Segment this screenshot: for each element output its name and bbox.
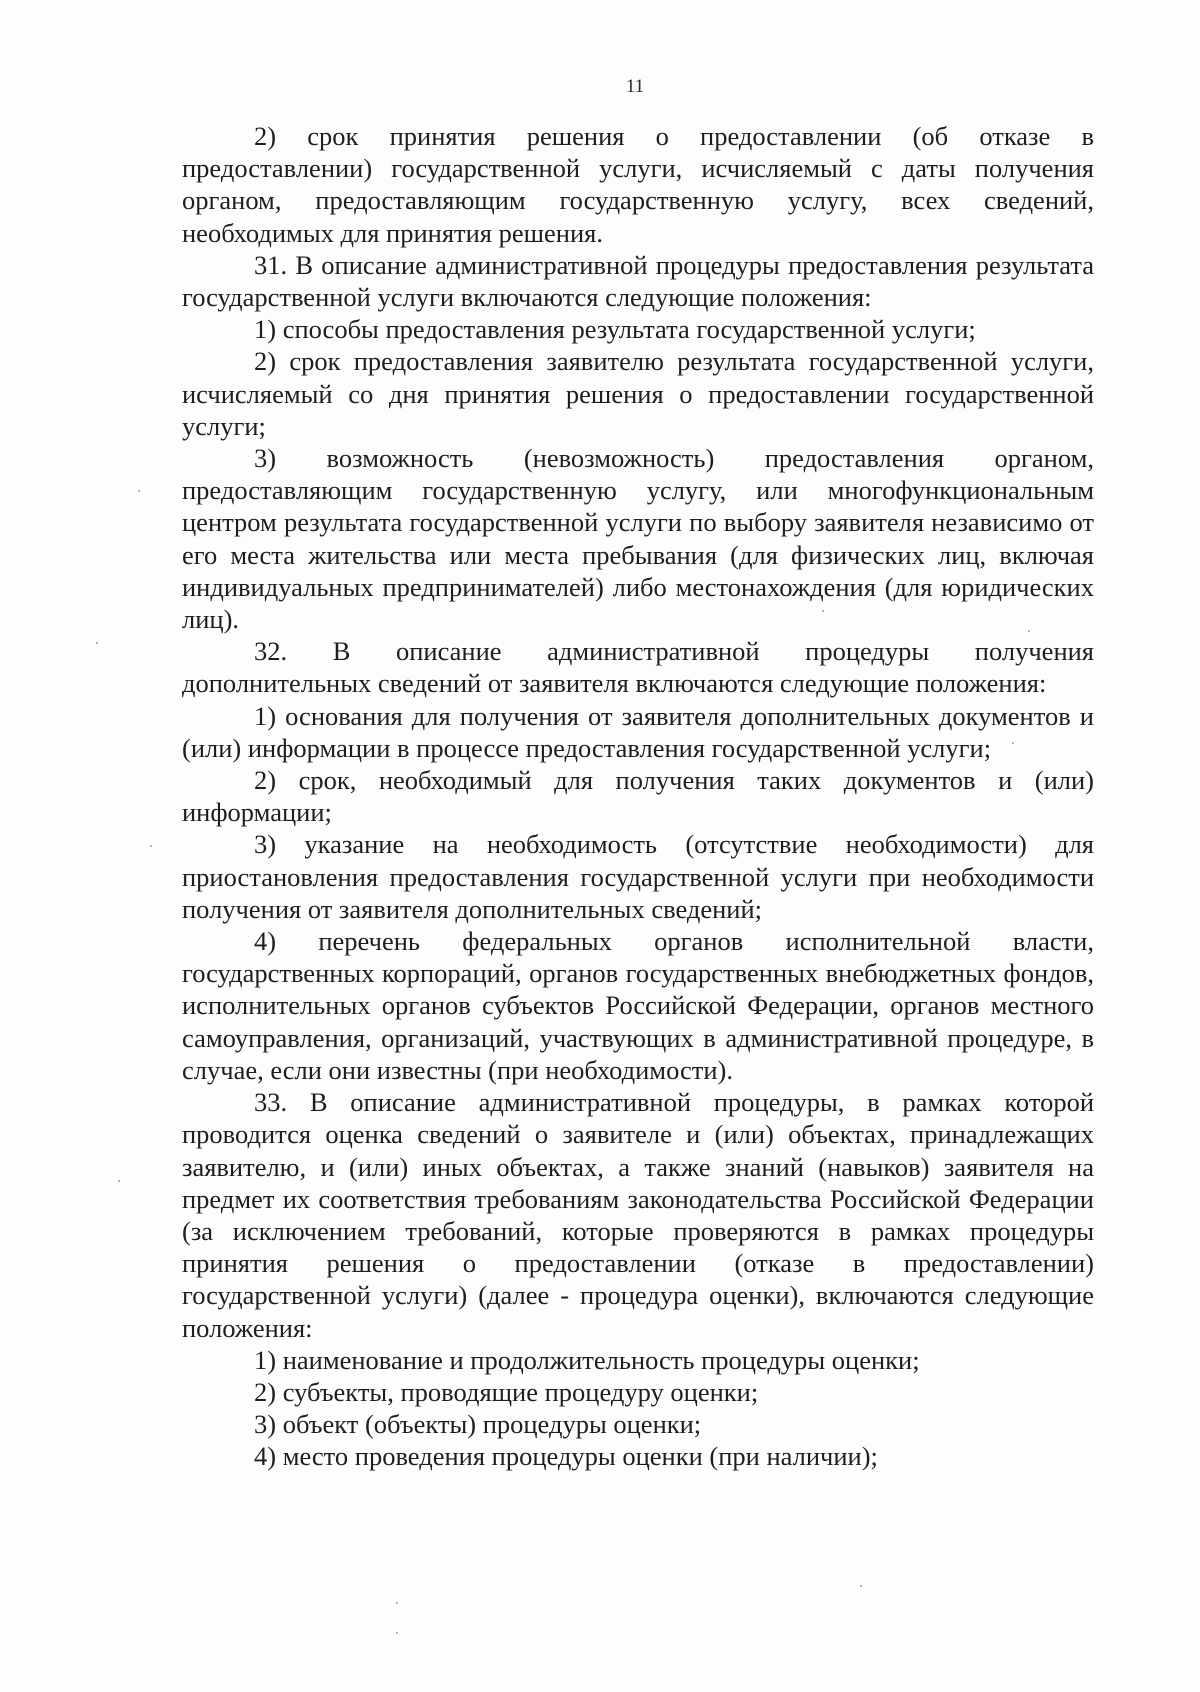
paragraph: 4) место проведения процедуры оценки (при наличии); bbox=[254, 1441, 878, 1472]
paragraph: 1) основания для получения от заявителя дополнительных документов и (или) информации в процессе предоставления государственной услуги; bbox=[182, 700, 1094, 763]
paragraph: 4) перечень федеральных органов исполнительной власти, государственных корпораций, органов государственных внебюджетных фондов, исполнительных органов субъектов Российской Федерации, органов местного самоуправления, организаций, участвующих в административной процедуре, в случае, если они известны (при необходимости). bbox=[182, 926, 1094, 1085]
document-body bbox=[182, 120, 1094, 1473]
paragraph: 2) субъекты, проводящие процедуру оценки; bbox=[254, 1376, 759, 1407]
paragraph: 1) способы предоставления результата государственной услуги; bbox=[254, 314, 976, 345]
paragraph: 3) возможность (невозможность) предоставления органом, предоставляющим государственную услугу, или многофункциональным центром результата государственной услуги по выбору заявителя независимо от его места жительства или места пребывания (для физических лиц, включая индивидуальных предпринимателей) либо местонахождения (для юридических лиц). bbox=[182, 443, 1094, 635]
paragraph: 2) срок, необходимый для получения таких документов и (или) информации; bbox=[182, 765, 1094, 828]
paragraph: 2) срок предоставления заявителю результата государственной услуги, исчисляемый со дня принятия решения о предоставлении государственной услуги; bbox=[182, 346, 1094, 441]
scan-speck bbox=[1028, 630, 1030, 632]
scan-speck bbox=[822, 610, 824, 612]
scan-speck bbox=[1012, 742, 1014, 744]
scan-speck bbox=[396, 1602, 398, 1604]
scan-speck bbox=[138, 490, 140, 492]
paragraph: 3) указание на необходимость (отсутствие необходимости) для приостановления предоставления государственной услуги при необходимости получения от заявителя дополнительных сведений; bbox=[182, 829, 1094, 924]
paragraph: 31. В описание административной процедуры предоставления результата государственной услуги включаются следующие положения: bbox=[182, 249, 1094, 313]
scan-speck bbox=[96, 642, 98, 644]
scan-speck bbox=[396, 1632, 398, 1634]
page-number: 11 bbox=[625, 76, 645, 97]
paragraph: 1) наименование и продолжительность процедуры оценки; bbox=[254, 1344, 920, 1375]
paragraph: 32. В описание административной процедуры получения дополнительных сведений от заявителя включаются следующие положения: bbox=[182, 636, 1094, 699]
scan-speck bbox=[118, 1180, 120, 1182]
scan-speck bbox=[860, 1585, 862, 1587]
paragraph: 33. В описание административной процедуры, в рамках которой проводится оценка сведений о заявителе и (или) объектах, принадлежащих заявителю, и (или) иных объектах, а также знаний (навыков) заявителя на предмет их соответствия требованиям законодательства Российской Федерации (за исключением требований, которые проверяются в рамках процедуры принятия решения о предоставлении (отказе в предоставлении) государственной услуги) (далее - процедура оценки), включаются следующие положения: bbox=[182, 1087, 1094, 1343]
paragraph: 2) срок принятия решения о предоставлении (об отказе в предоставлении) государственной услуги, исчисляемый с даты получения органом, предоставляющим государственную услугу, всех сведений, необходимых для принятия решения. bbox=[182, 121, 1094, 248]
paragraph: 3) объект (объекты) процедуры оценки; bbox=[254, 1409, 702, 1440]
scan-speck bbox=[150, 845, 152, 847]
